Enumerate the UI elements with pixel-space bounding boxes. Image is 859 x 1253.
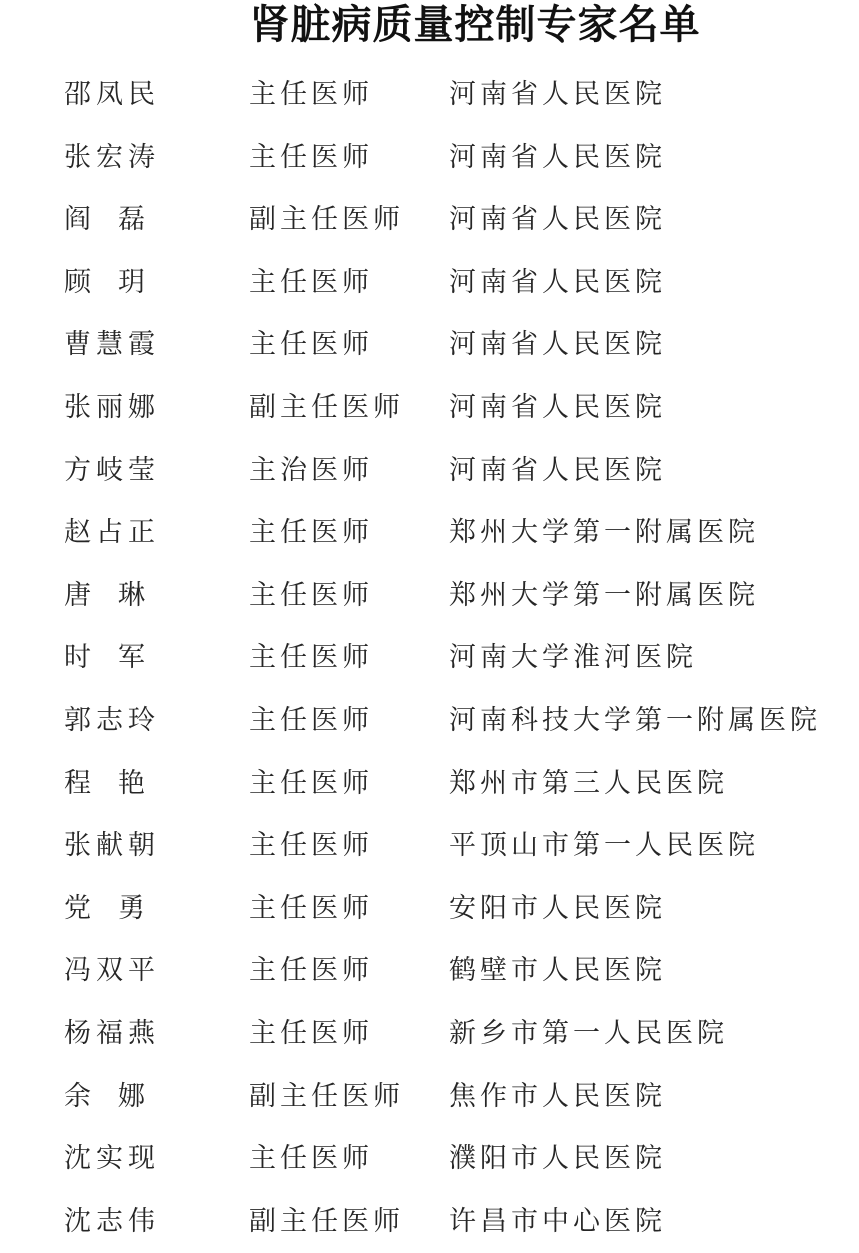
expert-hospital: 鹤壁市人民医院 (449, 955, 666, 987)
expert-name: 余 娜 (64, 1080, 145, 1112)
expert-row (0, 189, 859, 252)
expert-row (0, 627, 859, 690)
expert-position: 副主任医师 (249, 1080, 404, 1112)
expert-name: 方岐莹 (64, 454, 160, 486)
expert-name: 时 军 (64, 642, 145, 674)
expert-hospital: 郑州市第三人民医院 (449, 767, 728, 799)
expert-hospital: 河南省人民医院 (449, 79, 666, 110)
expert-position: 主任医师 (249, 642, 373, 674)
expert-row (0, 940, 859, 1003)
expert-name: 张宏涛 (64, 141, 160, 173)
expert-position: 主任医师 (249, 579, 373, 611)
expert-name: 程 艳 (64, 767, 145, 799)
expert-position: 副主任医师 (249, 1205, 404, 1237)
expert-name: 顾 玥 (64, 266, 145, 298)
expert-name: 郭志玲 (64, 704, 160, 736)
expert-row (0, 753, 859, 816)
expert-hospital: 河南省人民医院 (449, 391, 666, 423)
expert-hospital: 郑州大学第一附属医院 (449, 517, 759, 549)
expert-position: 主任医师 (249, 266, 373, 298)
expert-hospital: 河南省人民医院 (449, 141, 666, 173)
expert-hospital: 河南省人民医院 (449, 204, 666, 236)
expert-list (0, 64, 859, 1253)
expert-name: 邵凤民 (64, 79, 160, 110)
expert-hospital: 焦作市人民医院 (449, 1080, 666, 1112)
expert-hospital: 河南省人民医院 (449, 329, 666, 361)
expert-name: 张丽娜 (64, 391, 160, 423)
expert-position: 主任医师 (249, 517, 373, 549)
expert-hospital: 河南科技大学第一附属医院 (449, 704, 821, 736)
expert-row (0, 502, 859, 565)
expert-hospital: 郑州大学第一附属医院 (449, 579, 759, 611)
expert-hospital: 平顶山市第一人民医院 (449, 830, 759, 862)
expert-name: 张献朝 (64, 830, 160, 862)
expert-hospital: 新乡市第一人民医院 (449, 1017, 728, 1049)
expert-row (0, 314, 859, 377)
expert-position: 主任医师 (249, 1017, 373, 1049)
expert-row (0, 690, 859, 753)
expert-row (0, 1066, 859, 1129)
expert-row (0, 815, 859, 878)
expert-position: 主任医师 (249, 830, 373, 862)
expert-hospital: 许昌市中心医院 (449, 1205, 666, 1237)
expert-position: 主任医师 (249, 1143, 373, 1175)
expert-position: 主任医师 (249, 141, 373, 173)
expert-hospital: 安阳市人民医院 (449, 892, 666, 924)
expert-name: 阎 磊 (64, 204, 145, 236)
expert-row (0, 252, 859, 315)
expert-row (0, 878, 859, 941)
expert-row (0, 1128, 859, 1191)
expert-position: 主任医师 (249, 767, 373, 799)
expert-row (0, 440, 859, 503)
expert-row (0, 1191, 859, 1253)
expert-name: 党 勇 (64, 892, 145, 924)
expert-name: 杨福燕 (64, 1017, 160, 1049)
expert-name: 沈志伟 (64, 1205, 160, 1237)
expert-row (0, 127, 859, 190)
expert-position: 副主任医师 (249, 391, 404, 423)
expert-name: 赵占正 (64, 517, 160, 549)
expert-name: 唐 琳 (64, 579, 145, 611)
expert-position: 主任医师 (249, 704, 373, 736)
expert-position: 主任医师 (249, 892, 373, 924)
expert-row (0, 377, 859, 440)
document-title: 肾脏病质量控制专家名单 (249, 1, 701, 48)
expert-position: 主任医师 (249, 955, 373, 987)
expert-hospital: 河南省人民医院 (449, 266, 666, 298)
expert-hospital: 河南省人民医院 (449, 454, 666, 486)
expert-hospital: 河南大学淮河医院 (449, 642, 697, 674)
expert-position: 主治医师 (249, 454, 373, 486)
expert-position: 副主任医师 (249, 204, 404, 236)
expert-hospital: 濮阳市人民医院 (449, 1143, 666, 1175)
expert-row (0, 64, 859, 127)
expert-row (0, 1003, 859, 1066)
expert-position: 主任医师 (249, 79, 373, 110)
expert-row (0, 565, 859, 628)
expert-name: 曹慧霞 (64, 329, 160, 361)
expert-name: 沈实现 (64, 1143, 160, 1175)
expert-position: 主任医师 (249, 329, 373, 361)
expert-name: 冯双平 (64, 955, 160, 987)
